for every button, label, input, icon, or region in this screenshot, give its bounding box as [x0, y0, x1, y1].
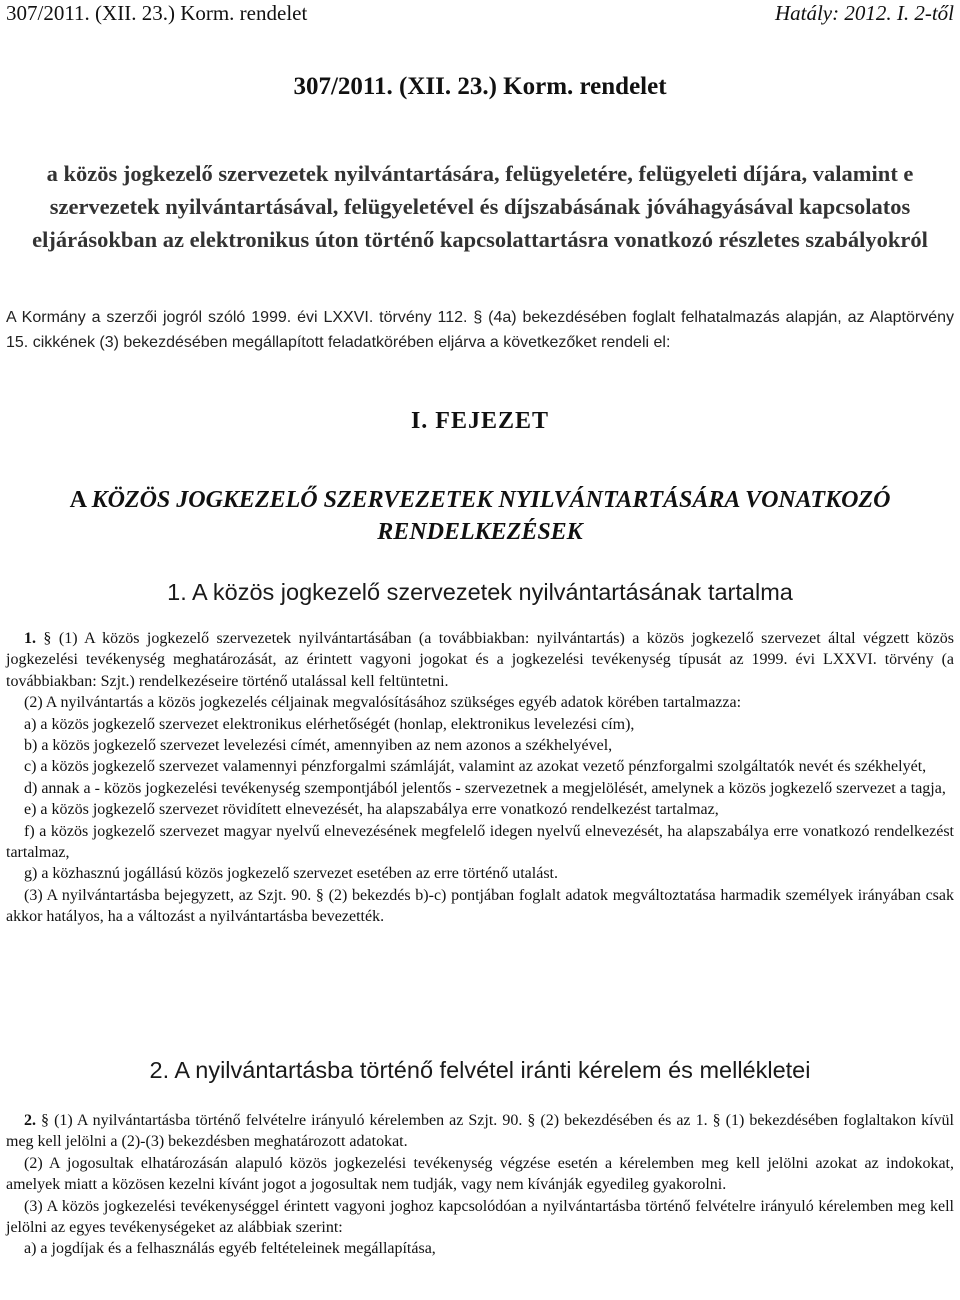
preamble: A Kormány a szerzői jogról szóló 1999. évi LXXVI. törvény 112. § (4a) bekezdésében foglalt felhatalmazás alapján, az Alaptörvény 15. cikkének (3) bekezdésében megállapított feladatkörében eljárva a következőket rendeli el: [6, 309, 954, 351]
paragraph-text: § (1) A nyilvántartásba történő felvételre irányuló kérelemben az Szjt. 90. § (2) bekezdésében és az 1. § (1) bekezdésében foglaltakon kívül meg kell jelölni a (2)-(3) bekezdésben meghatározott adatokat. [6, 1112, 954, 1151]
header-effective-date: Hatály: 2012. I. 2-től [774, 1, 954, 25]
document-subtitle: a közös jogkezelő szervezetek nyilvántartására, felügyeletére, felügyeleti díjára, valamint e szervezetek nyilvántartásával, felügyeletével és díjszabásának jóváhagyásával kapcsolatos eljárásokban az elektronikus úton történő kapcsolattartásra vonatkozó részletes szabályokról [32, 161, 928, 252]
list-item-b: b) a közös jogkezelő szervezet levelezési címét, amennyiben az nem azonos a székhelyével, [24, 737, 613, 755]
section-heading-1: 1. A közös jogkezelő szervezetek nyilvántartásának tartalma [167, 579, 793, 605]
section-1-body [6, 628, 954, 928]
running-header [6, 0, 954, 28]
header-decree-ref: 307/2011. (XII. 23.) Korm. rendelet [6, 1, 308, 25]
paragraph-2-3: (3) A közös jogkezelési tevékenységgel érintett vagyoni joghoz kapcsolódóan a nyilvántartásba történő felvételre irányuló kérelemben meg kell jelölni az egyes tevékenységeket az alábbiak szerint: [6, 1197, 954, 1237]
paragraph-text: § (1) A közös jogkezelő szervezetek nyilvántartásában (a továbbiakban: nyilvántartás) a közös jogkezelő szervezet által végzett közös jogkezelési tevékenység meghatározását, az érintett vagyoni jogokat és a jogkezelési tevékenység típusát az 1999. évi LXXVI. törvény (a továbbiakban: Szjt.) rendelkezéseire történő utalással kell feltüntetni. [6, 630, 954, 690]
list-item-d: d) annak a - közös jogkezelési tevékenység szempontjából jelentős - szervezetnek a megjelölését, amelynek a közös jogkezelő szervezet a tagja, [24, 779, 946, 797]
section-heading-2: 2. A nyilvántartásba történő felvétel iránti kérelem és mellékletei [149, 1057, 811, 1083]
section-2-body [6, 1110, 954, 1260]
paragraph-1-3: (3) A nyilvántartásba bejegyzett, az Szjt. 90. § (2) bekezdés b)-c) pontjában foglalt adatok megváltoztatása harmadik személyek irányában csak akkor hatályos, ha a változást a nyilvántartásba bevezették. [6, 886, 954, 926]
paragraph-2-1 [6, 1110, 954, 1153]
chapter-title-italic: KÖZÖS JOGKEZELŐ SZERVEZETEK NYILVÁNTARTÁSÁRA VONATKOZÓ RENDELKEZÉSEK [91, 487, 891, 545]
list-item-g: g) a közhasznú jogállású közös jogkezelő szervezet esetében az erre történő utalást. [24, 865, 558, 883]
paragraph-2-2: (2) A jogosultak elhatározásán alapuló közös jogkezelési tevékenység végzése esetén a kérelemben meg kell jelölni azokat az indokokat, amelyek miatt a közösen kezelni kívánt jogot a jogosultak nem tudják, vagy nem kívánják egyedileg gyakorolni. [6, 1154, 954, 1194]
list-item-a: a) a közös jogkezelő szervezet elektronikus elérhetőségét (honlap, elektronikus levelezési cím), [24, 715, 635, 733]
paragraph-1-1 [6, 628, 954, 692]
list-item-f: f) a közös jogkezelő szervezet magyar nyelvű elnevezésének megfelelő idegen nyelvű elnevezését, ha alapszabálya erre vonatkozó rendelkezést tartalmaz, [6, 822, 954, 862]
paragraph-number: 1. [24, 630, 36, 647]
list-item-c: c) a közös jogkezelő szervezet valamennyi pénzforgalmi számláját, valamint az azokat vezető pénzforgalmi szolgáltatók nevét és székhelyét, [24, 758, 927, 776]
document-title: 307/2011. (XII. 23.) Korm. rendelet [293, 73, 667, 100]
chapter-number: I. FEJEZET [410, 408, 550, 434]
chapter-title [0, 484, 960, 548]
paragraph-number: 2. [24, 1112, 36, 1129]
list-item-e: e) a közös jogkezelő szervezet rövidített elnevezését, ha alapszabálya erre vonatkozó rendelkezést tartalmaz, [24, 801, 719, 819]
chapter-title-prefix: A [69, 487, 92, 513]
list-item-a: a) a jogdíjak és a felhasználás egyéb feltételeinek megállapítása, [24, 1240, 436, 1258]
paragraph-1-2: (2) A nyilvántartás a közös jogkezelés céljainak megvalósításához szükséges egyéb adatok körében tartalmazza: [24, 694, 742, 712]
